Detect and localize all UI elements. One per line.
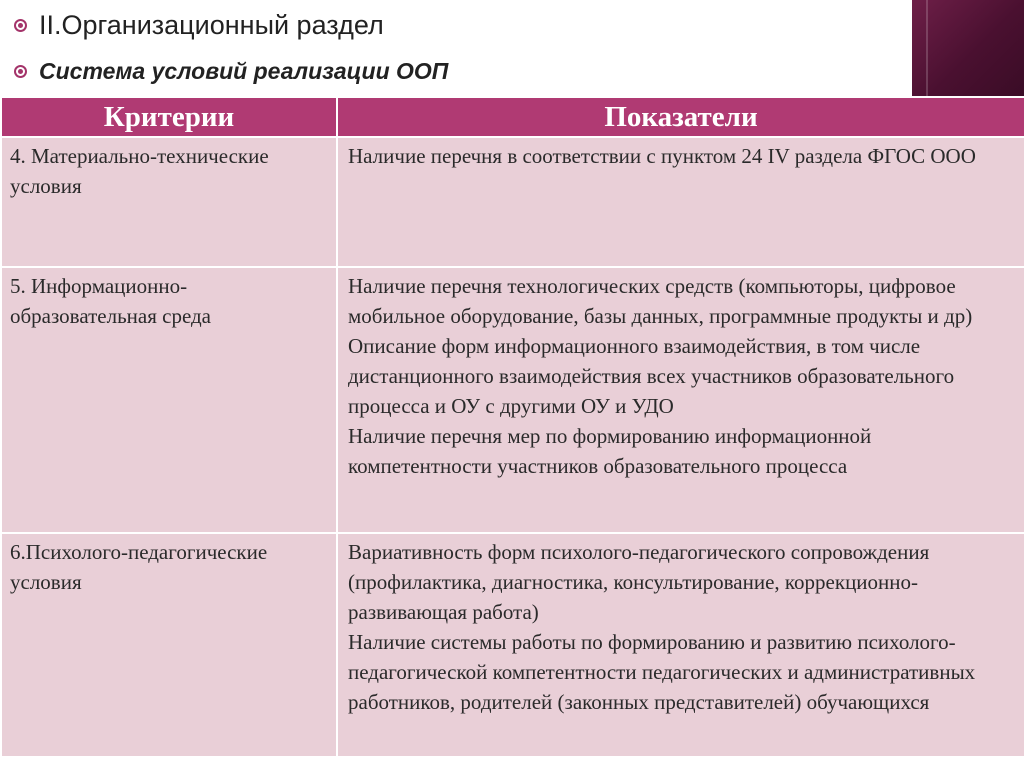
indicator-text: Вариативность форм психолого-педагогического сопровождения (профилактика, диагностика, консультирование, коррекционно-развивающая работа) bbox=[348, 540, 930, 624]
criteria-table bbox=[0, 96, 1024, 758]
table-row bbox=[1, 137, 1024, 267]
slide-title bbox=[14, 10, 384, 41]
indicator-text: Наличие перечня мер по формированию информационной компетентности участников образовательного процесса bbox=[348, 424, 872, 478]
indicator-text: Описание форм информационного взаимодействия, в том числе дистанционного взаимодействия всех участников образовательного процесса и ОУ с другими ОУ и УДО bbox=[348, 334, 955, 418]
table-header-row bbox=[1, 97, 1024, 137]
indicator-text: Наличие перечня в соответствии с пунктом 24 IV раздела ФГОС ООО bbox=[348, 144, 976, 168]
criterion-cell: 5. Информационно-образовательная среда bbox=[1, 267, 337, 533]
column-header-indicators: Показатели bbox=[337, 97, 1024, 137]
slide-subtitle bbox=[14, 58, 448, 85]
column-header-criteria: Критерии bbox=[1, 97, 337, 137]
indicators-cell bbox=[337, 137, 1024, 267]
table-row bbox=[1, 267, 1024, 533]
bullet-icon bbox=[14, 65, 27, 78]
slide-subtitle-text: Система условий реализации ООП bbox=[39, 58, 449, 84]
criterion-cell: 4. Материально-технические условия bbox=[1, 137, 337, 267]
indicator-text: Наличие перечня технологических средств (компьюторы, цифровое мобильное оборудование, базы данных, программные продукты и др) bbox=[348, 274, 973, 328]
table-row bbox=[1, 533, 1024, 757]
corner-decoration bbox=[912, 0, 1024, 96]
slide-title-text: II.Организационный раздел bbox=[39, 10, 384, 40]
bullet-icon bbox=[14, 19, 27, 32]
criterion-cell: 6.Психолого-педагогические условия bbox=[1, 533, 337, 757]
indicator-text: Наличие системы работы по формированию и развитию психолого-педагогической компетентности педагогических и административных работников, родителей (законных представителей) обучающихся bbox=[348, 630, 976, 714]
indicators-cell bbox=[337, 533, 1024, 757]
indicators-cell bbox=[337, 267, 1024, 533]
